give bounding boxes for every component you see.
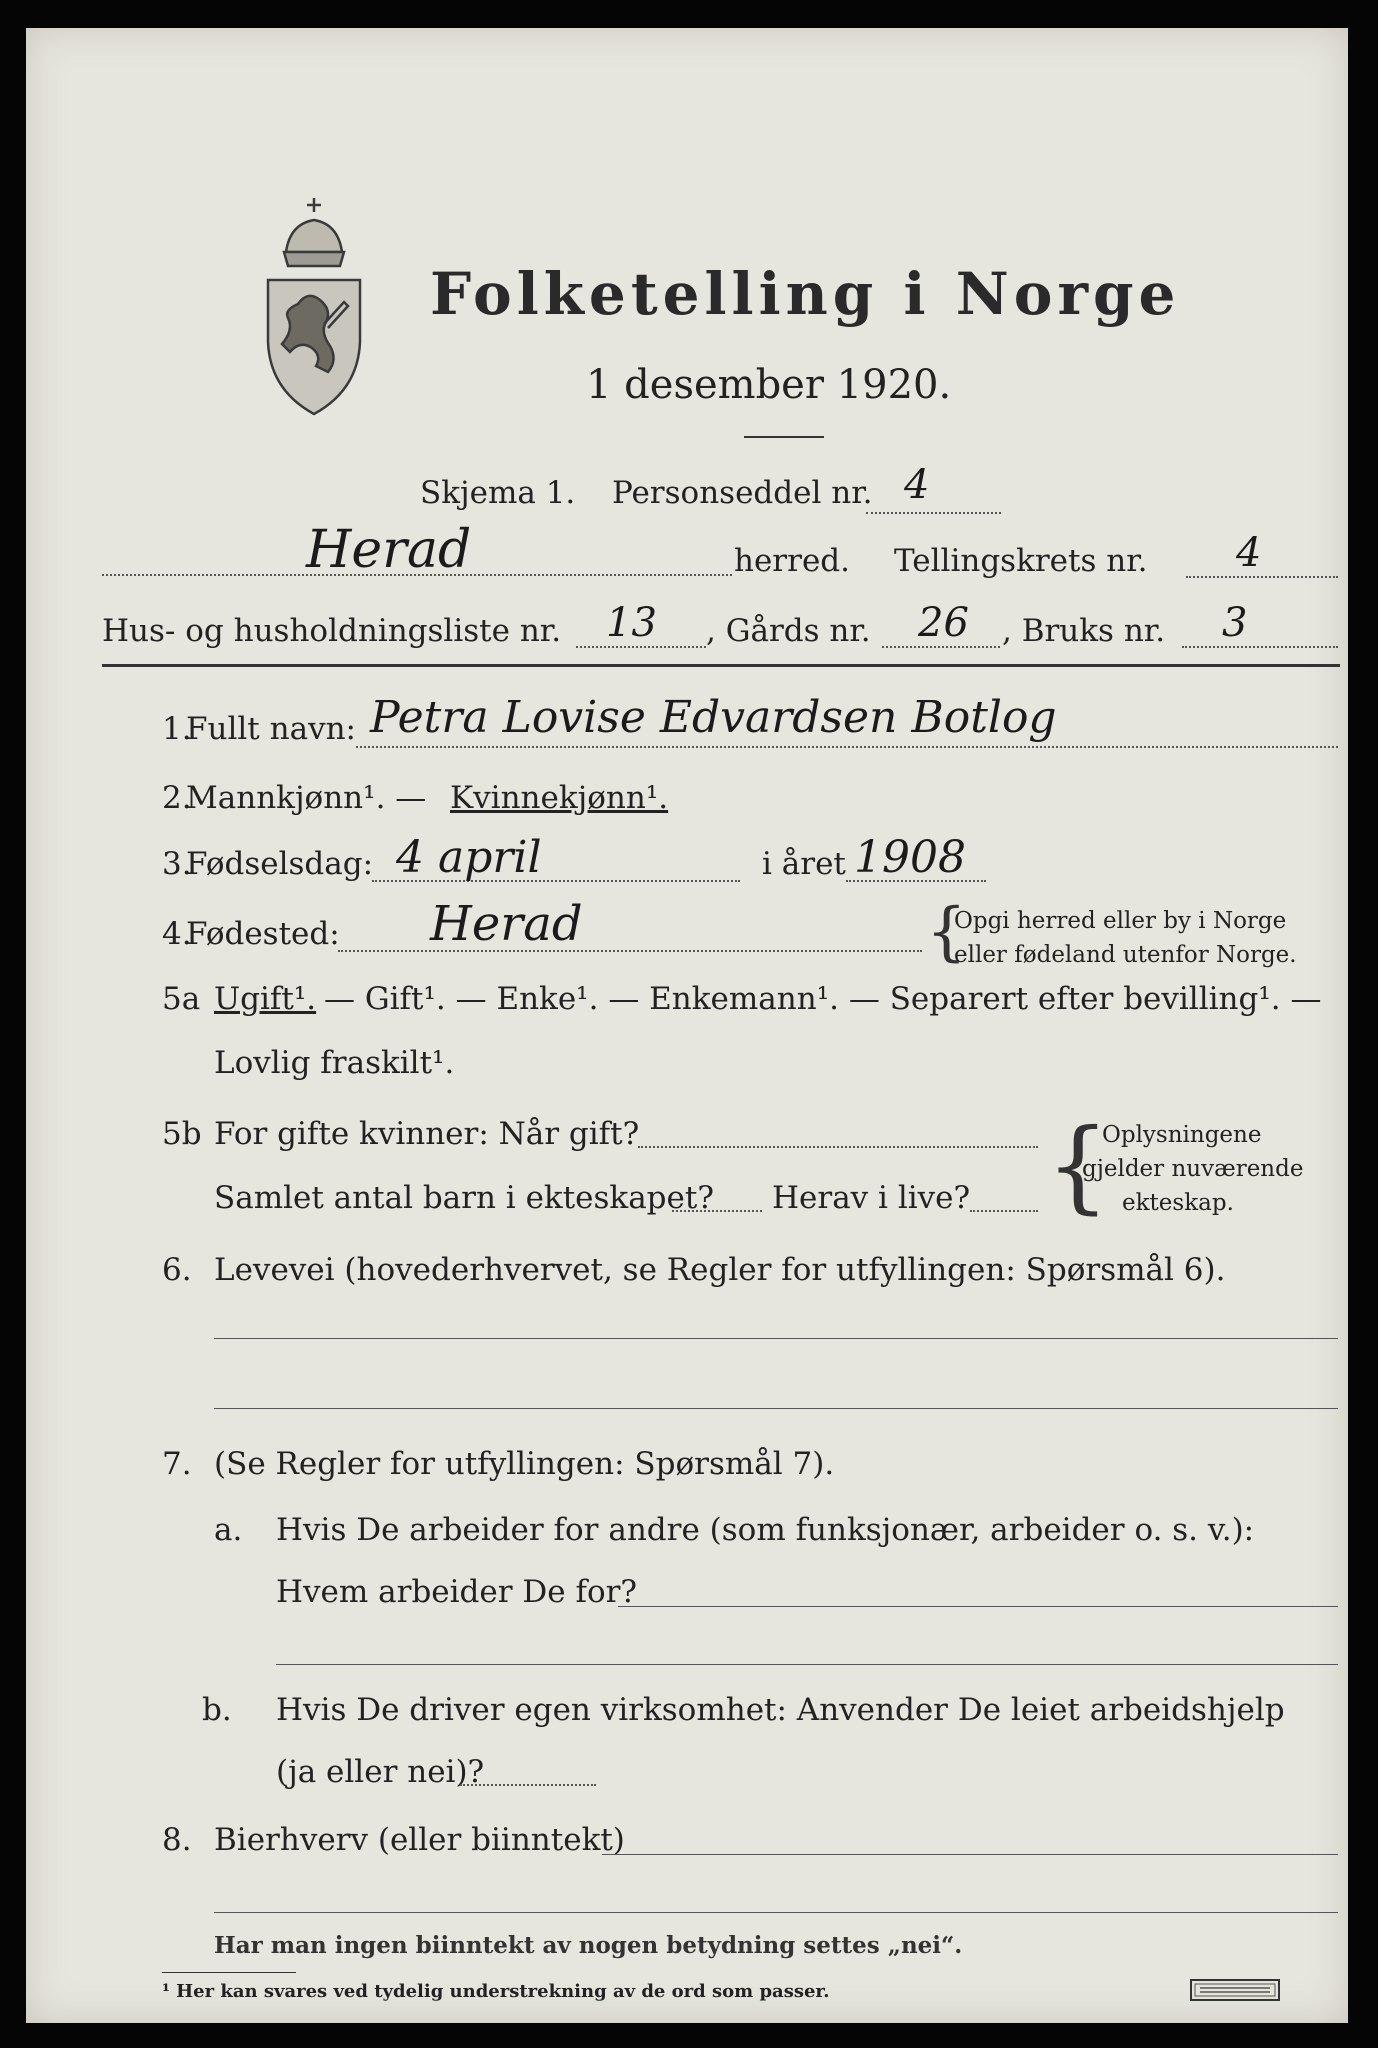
q5b-line1-field (638, 1146, 1038, 1148)
q6-line2 (214, 1408, 1338, 1409)
census-form-page (26, 28, 1348, 2023)
q1-label: Fullt navn: (186, 711, 356, 747)
husliste-value: 13 (606, 600, 657, 646)
q5a-number: 5a (162, 981, 201, 1017)
q5b-children-field (672, 1210, 762, 1212)
q7b-line1: Hvis De driver egen virksomhet: Anvender De leiet arbeidshjelp (276, 1692, 1285, 1728)
q7a-field1 (618, 1606, 1338, 1607)
title-divider (744, 436, 824, 438)
q5a-line2: Lovlig fraskilt¹. (214, 1045, 455, 1081)
q8-field1 (602, 1854, 1338, 1855)
q3-year-value: 1908 (854, 832, 966, 883)
personseddel-line (866, 512, 1001, 514)
bruks-label: , Bruks nr. (1002, 613, 1166, 649)
q3-value: 4 april (396, 832, 542, 883)
q5a-options: — Gift¹. — Enke¹. — Enkemann¹. — Separert efter bevilling¹. — (324, 981, 1322, 1017)
q1-number: 1. (162, 711, 192, 747)
bruks-value: 3 (1222, 600, 1248, 646)
printer-stamp-icon (1190, 1979, 1280, 2001)
q6-label: Levevei (hovederhvervet, se Regler for utfyllingen: Spørsmål 6). (214, 1252, 1226, 1288)
q7a-field2 (276, 1664, 1338, 1665)
header-divider (102, 664, 1340, 667)
gards-value: 26 (918, 600, 969, 646)
q7b-field (460, 1784, 596, 1786)
q4-line (338, 950, 922, 952)
q2-female: Kvinnekjønn¹. (450, 780, 669, 816)
q5b-brace: { (1046, 1107, 1110, 1224)
q5b-note-line2: gjelder nuværende (1082, 1156, 1304, 1182)
q4-label: Fødested: (186, 916, 340, 952)
norwegian-lion-coat-of-arms-icon (258, 194, 370, 422)
q3-year-label: i året (762, 846, 846, 882)
q5b-line1: For gifte kvinner: Når gift? (214, 1116, 640, 1152)
tellingskrets-label: Tellingskrets nr. (894, 543, 1148, 579)
q2-male: Mannkjønn¹. — (186, 780, 427, 816)
q6-number: 6. (162, 1252, 192, 1288)
q5b-line2: Samlet antal barn i ekteskapet? (214, 1180, 714, 1216)
q7-label: (Se Regler for utfyllingen: Spørsmål 7). (214, 1446, 835, 1482)
q4-number: 4. (162, 916, 192, 952)
q3-label: Fødselsdag: (186, 846, 374, 882)
tellingskrets-line (1186, 576, 1338, 578)
gards-label: , Gårds nr. (706, 613, 871, 649)
q7a-letter: a. (214, 1512, 243, 1548)
q5a-ugift: Ugift¹. (214, 981, 317, 1017)
husliste-label: Hus- og husholdningsliste nr. (102, 613, 562, 649)
schema-label: Skjema 1. (420, 475, 576, 511)
q1-line (356, 746, 1338, 748)
q7b-letter: b. (202, 1692, 232, 1728)
q5b-number: 5b (162, 1116, 202, 1152)
herred-value: Herad (306, 520, 472, 580)
q5b-alive-field (970, 1210, 1038, 1212)
bruks-line (1182, 646, 1338, 648)
herred-label: herred. (734, 543, 850, 579)
footnote: ¹ Her kan svares ved tydelig understrekning av de ord som passer. (162, 1981, 830, 2002)
q8-field2 (214, 1912, 1338, 1913)
personseddel-value: 4 (904, 462, 930, 508)
q4-note-line1: Opgi herred eller by i Norge (954, 908, 1287, 934)
footnote-divider (162, 1972, 296, 1973)
biinntekt-note: Har man ingen biinntekt av nogen betydning settes „nei“. (214, 1932, 963, 1959)
page-title: Folketelling i Norge (430, 260, 1181, 328)
q7a-line1: Hvis De arbeider for andre (som funksjonær, arbeider o. s. v.): (276, 1512, 1255, 1548)
personseddel-label: Personseddel nr. (612, 475, 873, 511)
q5b-note-line3: ekteskap. (1122, 1190, 1234, 1216)
q8-label: Bierhverv (eller biinntekt) (214, 1822, 625, 1858)
q1-value: Petra Lovise Edvardsen Botlog (370, 692, 1057, 743)
q4-note-line2: eller fødeland utenfor Norge. (954, 942, 1297, 968)
q7a-line2: Hvem arbeider De for? (276, 1574, 638, 1610)
q4-value: Herad (430, 896, 583, 952)
q7b-line2: (ja eller nei)? (276, 1754, 485, 1790)
gards-line (882, 646, 1000, 648)
q4-brace: { (926, 895, 967, 969)
tellingskrets-value: 4 (1236, 530, 1262, 576)
q6-line1 (214, 1338, 1338, 1339)
census-date: 1 desember 1920. (586, 362, 952, 408)
q2-number: 2. (162, 780, 192, 816)
q5b-herav: Herav i live? (772, 1180, 971, 1216)
q5b-note-line1: Oplysningene (1102, 1122, 1262, 1148)
q8-number: 8. (162, 1822, 192, 1858)
husliste-line (576, 646, 706, 648)
q3-number: 3. (162, 846, 192, 882)
q7-number: 7. (162, 1446, 192, 1482)
